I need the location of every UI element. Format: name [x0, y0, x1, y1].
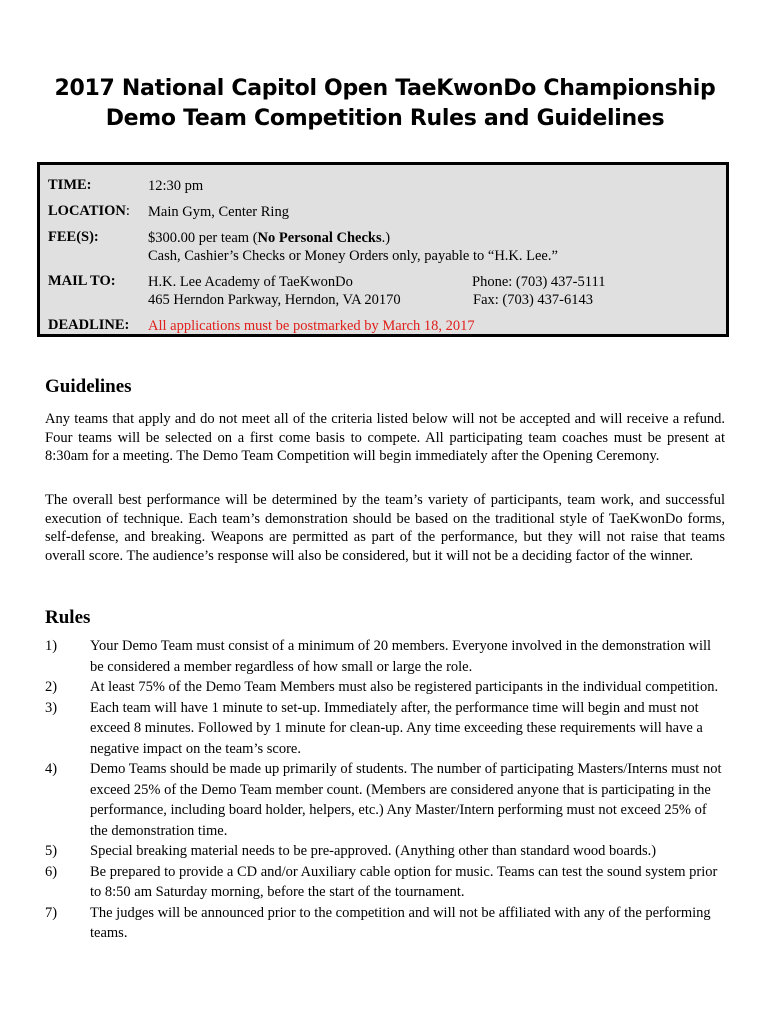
document-title [0, 74, 770, 134]
list-item [45, 759, 725, 841]
rule-text: Each team will have 1 minute to set-up. Immediately after, the performance time will begin and must not exceed 8 minutes. Followed by 1 minute for clean-up. Any time exceeding these requirements will have a negative impact on the team’s score. [90, 699, 703, 757]
phone-number: Phone: (703) 437-5111 [472, 274, 606, 290]
rule-number: 1) [45, 638, 58, 654]
rule-text: Special breaking material needs to be pre-approved. (Anything other than standard wood boards.) [90, 843, 657, 859]
rule-text: Be prepared to provide a CD and/or Auxiliary cable option for music. Teams can test the sound system prior to 8:50 am Saturday morning, before the start of the tournament. [90, 863, 718, 900]
list-item [45, 677, 725, 698]
mail-address [148, 273, 401, 309]
fees-label: FEE(S): [48, 229, 99, 245]
mail-address-line-1: H.K. Lee Academy of TaeKwonDo [148, 274, 353, 290]
list-item [45, 862, 725, 903]
title-line-1: 2017 National Capitol Open TaeKwonDo Championship [54, 76, 716, 101]
rule-number: 5) [45, 843, 58, 859]
time-label: TIME: [48, 177, 92, 193]
rule-number: 6) [45, 863, 58, 880]
location-value: Main Gym, Center Ring [148, 204, 289, 220]
deadline-value: All applications must be postmarked by March 18, 2017 [148, 318, 475, 334]
deadline-label: DEADLINE: [48, 317, 130, 333]
list-item [45, 636, 725, 677]
rule-text: At least 75% of the Demo Team Members must also be registered participants in the individual competition. [90, 679, 719, 695]
event-info-box [37, 162, 729, 337]
location-label: LOCATION: [48, 203, 130, 219]
contact-numbers [472, 273, 605, 309]
fax-number: Fax: (703) 437-6143 [473, 292, 594, 308]
rule-number: 4) [45, 761, 58, 777]
rule-text: The judges will be announced prior to the competition and will not be affiliated with any of the performing teams. [90, 904, 711, 941]
guidelines-paragraph-1: Any teams that apply and do not meet all of the criteria listed below will not be accepted and will receive a refund. Four teams will be selected on a first come basis to compete. All participating team coaches must be present at 8:30am for a meeting. The Demo Team Competition will begin immediately after the Opening Ceremony. [45, 411, 725, 464]
mail-label: MAIL TO: [48, 273, 116, 289]
title-line-2: Demo Team Competition Rules and Guidelines [105, 106, 665, 131]
fees-value: $300.00 per team (No Personal Checks.) Cash, Cashier’s Checks or Money Orders only, payable to “H.K. Lee.” [148, 230, 558, 264]
no-personal-checks: No Personal Checks [257, 230, 382, 246]
list-item [45, 841, 725, 862]
fees-payment-line: Cash, Cashier’s Checks or Money Orders only, payable to “H.K. Lee.” [148, 248, 558, 264]
rule-text: Demo Teams should be made up primarily of students. The number of participating Masters/Interns must not exceed 25% of the Demo Team member count. (Members are considered anyone that is participating in the performance, including board holder, helpers, etc.) Any Master/Intern performing must not exceed 25% of the demonstration time. [90, 761, 722, 839]
rule-number: 7) [45, 904, 58, 921]
list-item [45, 903, 725, 944]
guidelines-heading: Guidelines [45, 376, 132, 397]
list-item [45, 698, 725, 760]
mail-address-line-2: 465 Herndon Parkway, Herndon, VA 20170 [148, 292, 401, 308]
rule-number: 2) [45, 679, 58, 695]
rule-text: Your Demo Team must consist of a minimum of 20 members. Everyone involved in the demonstration will be considered a member regardless of how small or large the role. [90, 638, 712, 675]
rules-list [45, 636, 725, 944]
rule-number: 3) [45, 699, 58, 716]
rules-heading: Rules [45, 607, 91, 628]
time-value: 12:30 pm [148, 178, 204, 194]
guidelines-paragraph-2: The overall best performance will be determined by the team’s variety of participants, team work, and successful execution of technique. Each team’s demonstration should be based on the traditional style of TaeKwonDo forms, self-defense, and breaking. Weapons are permitted as part of the performance, but they will not raise that teams overall score. The audience’s response will also be considered, but it will not be a deciding factor of the winner. [45, 492, 725, 564]
